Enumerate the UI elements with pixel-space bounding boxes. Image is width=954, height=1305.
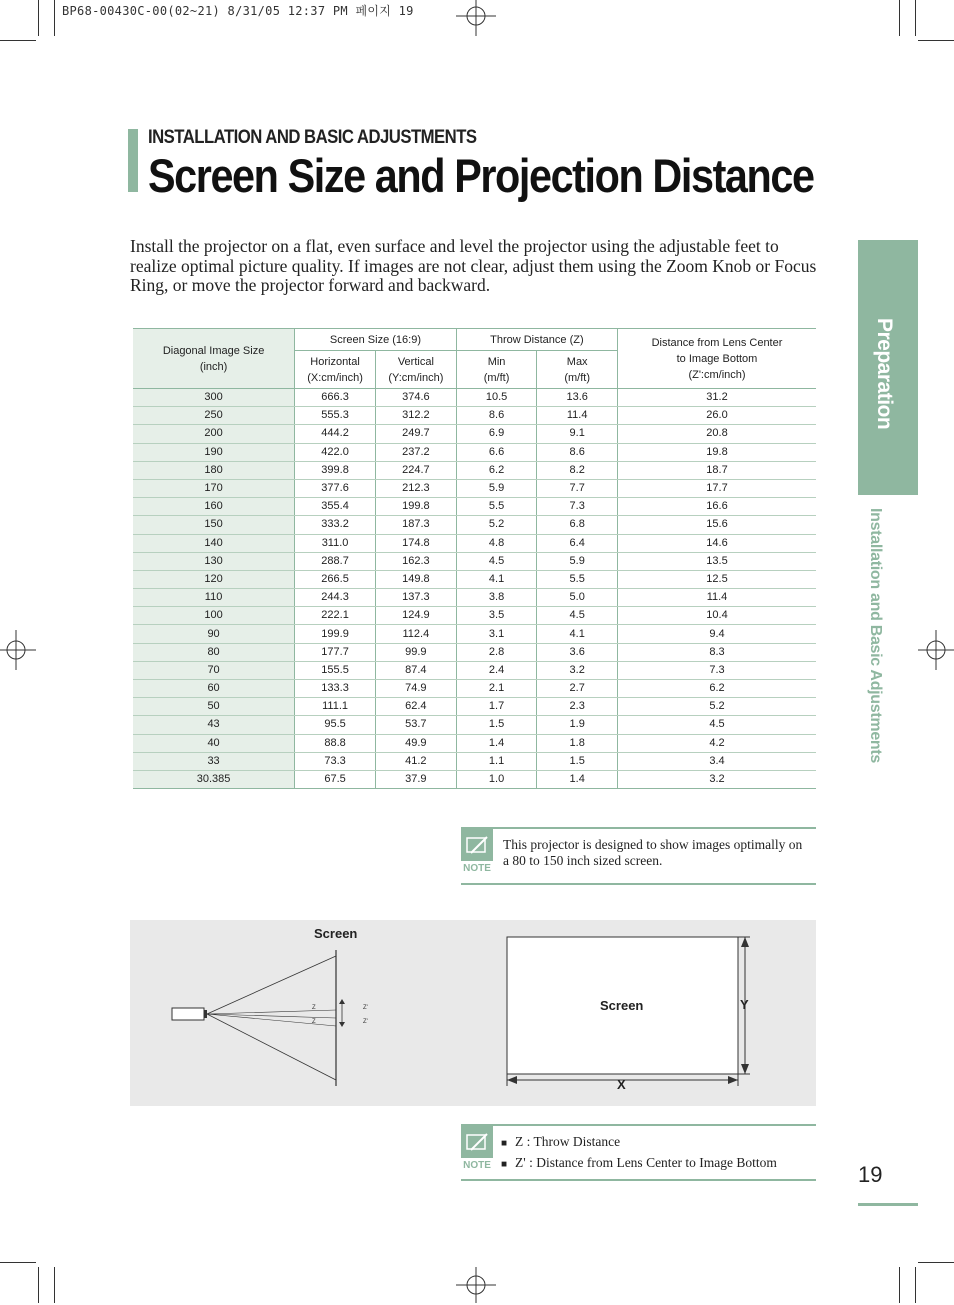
projector-lens [204, 1010, 207, 1018]
cell-lens-distance: 17.7 [617, 479, 816, 497]
chapter-tab-label: Preparation [873, 318, 896, 430]
note-legend [461, 1124, 816, 1181]
cell-throw-max: 8.6 [537, 443, 618, 461]
cell-vertical: 312.2 [375, 407, 456, 425]
cell-lens-distance: 18.7 [617, 461, 816, 479]
cell-throw-min: 1.0 [456, 770, 537, 788]
cell-lens-distance: 12.5 [617, 570, 816, 588]
header-max: Max (m/ft) [537, 351, 618, 389]
cell-vertical: 62.4 [375, 698, 456, 716]
cell-diagonal: 250 [133, 407, 295, 425]
table-row [133, 698, 816, 716]
zp-label-2: Z' [363, 1019, 368, 1025]
cell-throw-min: 6.6 [456, 443, 537, 461]
cell-vertical: 137.3 [375, 589, 456, 607]
print-header: BP68-00430C-00(02~21) 8/31/05 12:37 PM 페이지 19 [62, 4, 414, 18]
table-row [133, 534, 816, 552]
cell-horizontal: 177.7 [295, 643, 376, 661]
cell-lens-distance: 11.4 [617, 589, 816, 607]
front-view-screen-label: Screen [600, 998, 644, 1013]
cell-lens-distance: 31.2 [617, 389, 816, 407]
table-body [133, 389, 816, 789]
cell-throw-max: 3.6 [537, 643, 618, 661]
page-title: Screen Size and Projection Distance [148, 149, 814, 202]
z-label-1: Z [312, 1005, 316, 1011]
cell-diagonal: 160 [133, 498, 295, 516]
cell-diagonal: 130 [133, 552, 295, 570]
header-throw-distance: Throw Distance (Z) [456, 329, 617, 351]
cell-lens-distance: 4.5 [617, 716, 816, 734]
page-number-rule [858, 1203, 918, 1206]
cell-throw-min: 4.8 [456, 534, 537, 552]
page-number: 19 [858, 1162, 883, 1187]
cell-throw-min: 4.1 [456, 570, 537, 588]
cell-horizontal: 222.1 [295, 607, 376, 625]
cell-diagonal: 200 [133, 425, 295, 443]
side-view-screen-label: Screen [314, 926, 358, 941]
cell-diagonal: 40 [133, 734, 295, 752]
cell-throw-min: 2.4 [456, 661, 537, 679]
z-label-2: Z [312, 1019, 316, 1025]
intro-paragraph: Install the projector on a flat, even surface and level the projector using the adjustable feet to realize optimal picture quality. If images are not clear, adjust them using the Zoom Knob or Focus Ring, or move the projector forward and backward. [130, 236, 817, 295]
cell-lens-distance: 3.2 [617, 770, 816, 788]
table-row [133, 734, 816, 752]
cell-diagonal: 43 [133, 716, 295, 734]
cell-throw-min: 5.5 [456, 498, 537, 516]
cell-throw-min: 4.5 [456, 552, 537, 570]
note-pencil-icon [461, 1126, 493, 1158]
cell-vertical: 249.7 [375, 425, 456, 443]
cell-throw-min: 2.8 [456, 643, 537, 661]
legend-item-zp: ■ Z' : Distance from Lens Center to Image Bottom [501, 1155, 777, 1170]
table-row [133, 607, 816, 625]
header-screen-size: Screen Size (16:9) [295, 329, 457, 351]
cell-horizontal: 155.5 [295, 661, 376, 679]
registration-mark-left [0, 630, 40, 670]
cell-horizontal: 111.1 [295, 698, 376, 716]
note-label: NOTE [463, 1160, 491, 1171]
cell-horizontal: 399.8 [295, 461, 376, 479]
title-accent-bar [128, 129, 138, 192]
table-row [133, 680, 816, 698]
cell-throw-min: 1.7 [456, 698, 537, 716]
cell-throw-min: 1.1 [456, 752, 537, 770]
cell-throw-max: 5.9 [537, 552, 618, 570]
cell-horizontal: 444.2 [295, 425, 376, 443]
cell-horizontal: 73.3 [295, 752, 376, 770]
table-row [133, 625, 816, 643]
cell-throw-min: 3.1 [456, 625, 537, 643]
bullet-icon: ■ [501, 1159, 508, 1170]
cell-lens-distance: 7.3 [617, 661, 816, 679]
cell-lens-distance: 9.4 [617, 625, 816, 643]
cell-throw-min: 6.2 [456, 461, 537, 479]
cell-horizontal: 95.5 [295, 716, 376, 734]
cell-throw-min: 1.5 [456, 716, 537, 734]
cell-throw-max: 6.8 [537, 516, 618, 534]
cell-throw-min: 8.6 [456, 407, 537, 425]
cell-throw-max: 11.4 [537, 407, 618, 425]
cell-lens-distance: 3.4 [617, 752, 816, 770]
cell-diagonal: 170 [133, 479, 295, 497]
projection-diagram [130, 920, 816, 1106]
cell-throw-max: 1.9 [537, 716, 618, 734]
table-row [133, 389, 816, 407]
cell-vertical: 41.2 [375, 752, 456, 770]
cell-throw-max: 1.4 [537, 770, 618, 788]
cell-horizontal: 288.7 [295, 552, 376, 570]
cell-vertical: 162.3 [375, 552, 456, 570]
section-side-label: Installation and Basic Adjustments [867, 508, 884, 764]
cell-lens-distance: 20.8 [617, 425, 816, 443]
cell-diagonal: 150 [133, 516, 295, 534]
projection-geometry [130, 920, 816, 1106]
cell-throw-min: 2.1 [456, 680, 537, 698]
header-horizontal: Horizontal (X:cm/inch) [295, 351, 376, 389]
table-row [133, 425, 816, 443]
cell-diagonal: 60 [133, 680, 295, 698]
cell-throw-max: 4.1 [537, 625, 618, 643]
cell-lens-distance: 19.8 [617, 443, 816, 461]
cell-lens-distance: 16.6 [617, 498, 816, 516]
cell-throw-max: 7.3 [537, 498, 618, 516]
table-row [133, 407, 816, 425]
table-row [133, 498, 816, 516]
cell-lens-distance: 15.6 [617, 516, 816, 534]
zp-label-1: Z' [363, 1005, 368, 1011]
cell-vertical: 53.7 [375, 716, 456, 734]
cell-vertical: 112.4 [375, 625, 456, 643]
cell-horizontal: 555.3 [295, 407, 376, 425]
cell-throw-min: 1.4 [456, 734, 537, 752]
cell-diagonal: 33 [133, 752, 295, 770]
cell-horizontal: 422.0 [295, 443, 376, 461]
cell-lens-distance: 10.4 [617, 607, 816, 625]
cell-vertical: 149.8 [375, 570, 456, 588]
cell-lens-distance: 26.0 [617, 407, 816, 425]
header-min: Min (m/ft) [456, 351, 537, 389]
note-label: NOTE [463, 863, 491, 874]
cell-throw-max: 9.1 [537, 425, 618, 443]
cell-throw-min: 3.5 [456, 607, 537, 625]
cell-throw-max: 6.4 [537, 534, 618, 552]
header-lens-distance: Distance from Lens Center to Image Bottom (Z':cm/inch) [617, 329, 816, 389]
cell-horizontal: 311.0 [295, 534, 376, 552]
cell-vertical: 212.3 [375, 479, 456, 497]
cell-vertical: 224.7 [375, 461, 456, 479]
cell-horizontal: 199.9 [295, 625, 376, 643]
cell-horizontal: 67.5 [295, 770, 376, 788]
cell-diagonal: 120 [133, 570, 295, 588]
cell-throw-min: 6.9 [456, 425, 537, 443]
table-row [133, 552, 816, 570]
cell-diagonal: 180 [133, 461, 295, 479]
cell-horizontal: 355.4 [295, 498, 376, 516]
cell-throw-max: 3.2 [537, 661, 618, 679]
cell-lens-distance: 14.6 [617, 534, 816, 552]
registration-mark-bottom [456, 1265, 496, 1305]
cell-lens-distance: 5.2 [617, 698, 816, 716]
cell-throw-max: 5.0 [537, 589, 618, 607]
cell-vertical: 374.6 [375, 389, 456, 407]
table-row [133, 661, 816, 679]
cell-throw-max: 7.7 [537, 479, 618, 497]
cell-throw-max: 1.5 [537, 752, 618, 770]
cell-lens-distance: 13.5 [617, 552, 816, 570]
cell-vertical: 37.9 [375, 770, 456, 788]
cell-throw-min: 5.2 [456, 516, 537, 534]
table-row [133, 443, 816, 461]
registration-mark-top [456, 0, 496, 40]
cell-horizontal: 133.3 [295, 680, 376, 698]
cell-diagonal: 80 [133, 643, 295, 661]
cell-diagonal: 100 [133, 607, 295, 625]
cell-vertical: 74.9 [375, 680, 456, 698]
cell-diagonal: 90 [133, 625, 295, 643]
cell-vertical: 187.3 [375, 516, 456, 534]
table-row [133, 461, 816, 479]
cell-horizontal: 333.2 [295, 516, 376, 534]
table-row [133, 570, 816, 588]
cell-vertical: 174.8 [375, 534, 456, 552]
note-pencil-icon [461, 829, 493, 861]
bullet-icon: ■ [501, 1138, 508, 1149]
cell-lens-distance: 6.2 [617, 680, 816, 698]
cell-diagonal: 190 [133, 443, 295, 461]
cell-throw-max: 1.8 [537, 734, 618, 752]
cell-throw-max: 2.3 [537, 698, 618, 716]
cell-throw-max: 13.6 [537, 389, 618, 407]
cell-throw-max: 8.2 [537, 461, 618, 479]
cell-horizontal: 244.3 [295, 589, 376, 607]
cell-lens-distance: 4.2 [617, 734, 816, 752]
cell-horizontal: 266.5 [295, 570, 376, 588]
cell-diagonal: 140 [133, 534, 295, 552]
projection-distance-table [133, 328, 816, 789]
y-dimension-label: Y [740, 997, 749, 1012]
cell-diagonal: 300 [133, 389, 295, 407]
cell-vertical: 199.8 [375, 498, 456, 516]
cell-throw-max: 2.7 [537, 680, 618, 698]
table-row [133, 770, 816, 788]
cell-throw-min: 3.8 [456, 589, 537, 607]
table-row [133, 479, 816, 497]
table-row [133, 643, 816, 661]
table-row [133, 516, 816, 534]
cell-vertical: 49.9 [375, 734, 456, 752]
cell-throw-min: 5.9 [456, 479, 537, 497]
x-dimension-label: X [617, 1077, 626, 1092]
cell-vertical: 124.9 [375, 607, 456, 625]
cell-throw-min: 10.5 [456, 389, 537, 407]
cell-vertical: 99.9 [375, 643, 456, 661]
cell-vertical: 237.2 [375, 443, 456, 461]
cell-horizontal: 377.6 [295, 479, 376, 497]
registration-mark-right [914, 630, 954, 670]
table-row [133, 589, 816, 607]
note-text: This projector is designed to show images optimally on a 80 to 150 inch sized screen. [503, 837, 803, 868]
cell-vertical: 87.4 [375, 661, 456, 679]
header-vertical: Vertical (Y:cm/inch) [375, 351, 456, 389]
projector-body [172, 1008, 204, 1020]
cell-horizontal: 88.8 [295, 734, 376, 752]
table-row [133, 716, 816, 734]
table-row [133, 752, 816, 770]
chapter-tab [858, 240, 918, 495]
section-label: INSTALLATION AND BASIC ADJUSTMENTS [148, 127, 477, 148]
cell-diagonal: 30.385 [133, 770, 295, 788]
note-screen-size [461, 827, 816, 885]
header-diagonal: Diagonal Image Size (inch) [133, 329, 295, 389]
legend-item-z: ■ Z : Throw Distance [501, 1134, 621, 1149]
cell-horizontal: 666.3 [295, 389, 376, 407]
cell-diagonal: 50 [133, 698, 295, 716]
cell-throw-max: 5.5 [537, 570, 618, 588]
cell-diagonal: 110 [133, 589, 295, 607]
cell-lens-distance: 8.3 [617, 643, 816, 661]
cell-diagonal: 70 [133, 661, 295, 679]
cell-throw-max: 4.5 [537, 607, 618, 625]
